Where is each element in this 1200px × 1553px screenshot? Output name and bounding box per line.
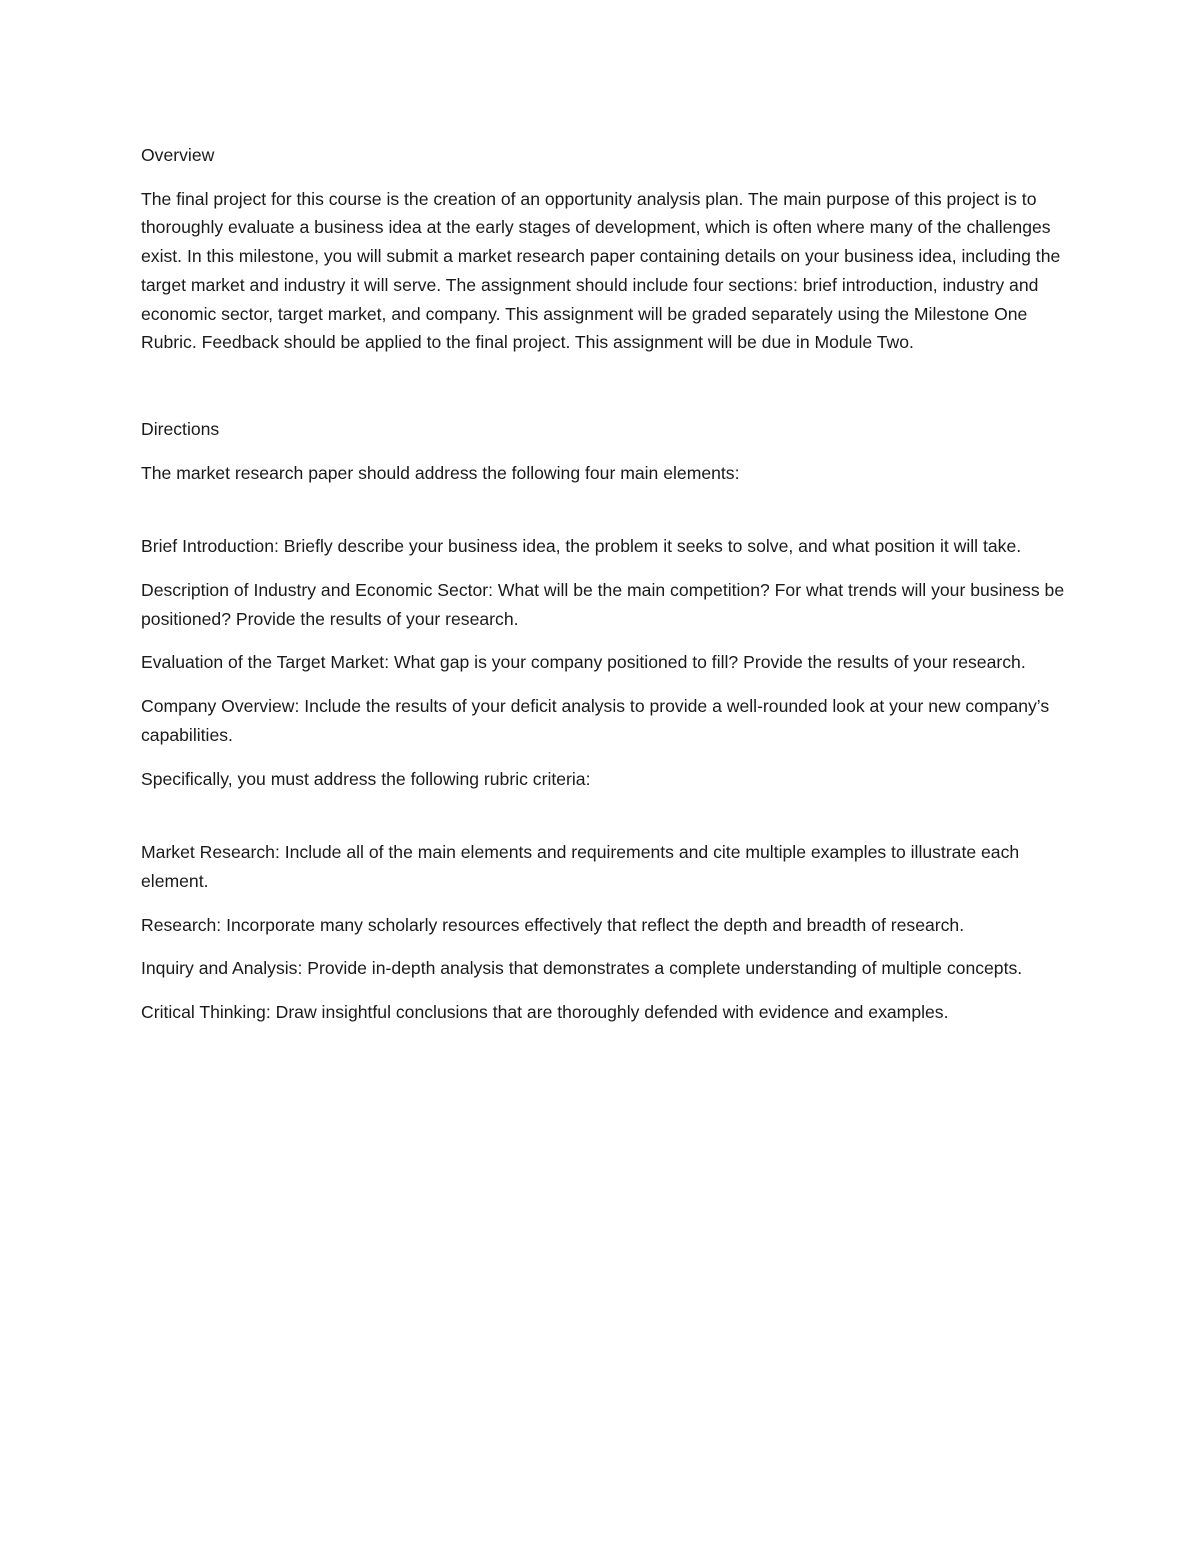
overview-paragraph: The final project for this course is the creation of an opportunity analysis plan. The main purpose of this project is to thoroughly evaluate a business idea at the early stages of development, which is often where many of the challenges exist. In this milestone, you will submit a market research paper containing details on your business idea, including the target market and industry it will serve. The assignment should include four sections: brief introduction, industry and economic sector, target market, and company. This assignment will be graded separately using the Milestone One Rubric. Feedback should be applied to the final project. This assignment will be due in Module Two.	[141, 188, 1061, 353]
criteria-intro: Specifically, you must address the following rubric criteria:	[141, 768, 591, 789]
list-spacer	[141, 793, 1066, 838]
document-body	[141, 141, 1066, 1027]
directions-intro: The market research paper should address the following four main elements:	[141, 462, 740, 483]
criterion-market-research: Market Research: Include all of the main elements and requirements and cite multiple examples to illustrate each element.	[141, 842, 1020, 891]
element-target-market: Evaluation of the Target Market: What gap is your company positioned to fill? Provide the results of your research.	[141, 652, 1026, 673]
element-industry-description: Description of Industry and Economic Sector: What will be the main competition? For what trends will your business be positioned? Provide the results of your research.	[141, 580, 1065, 629]
list-spacer	[141, 487, 1066, 532]
element-brief-introduction: Brief Introduction: Briefly describe your business idea, the problem it seeks to solve, and what position it will take.	[141, 536, 1022, 557]
section-spacer	[141, 357, 1066, 415]
directions-heading: Directions	[141, 418, 220, 439]
criterion-critical-thinking: Critical Thinking: Draw insightful conclusions that are thoroughly defended with evidence and examples.	[141, 1002, 949, 1023]
criterion-inquiry-analysis: Inquiry and Analysis: Provide in-depth analysis that demonstrates a complete understanding of multiple concepts.	[141, 958, 1023, 979]
criterion-research: Research: Incorporate many scholarly resources effectively that reflect the depth and breadth of research.	[141, 914, 965, 935]
element-company-overview: Company Overview: Include the results of your deficit analysis to provide a well-rounded look at your new company’s capabilities.	[141, 696, 1050, 745]
overview-heading: Overview	[141, 145, 215, 165]
